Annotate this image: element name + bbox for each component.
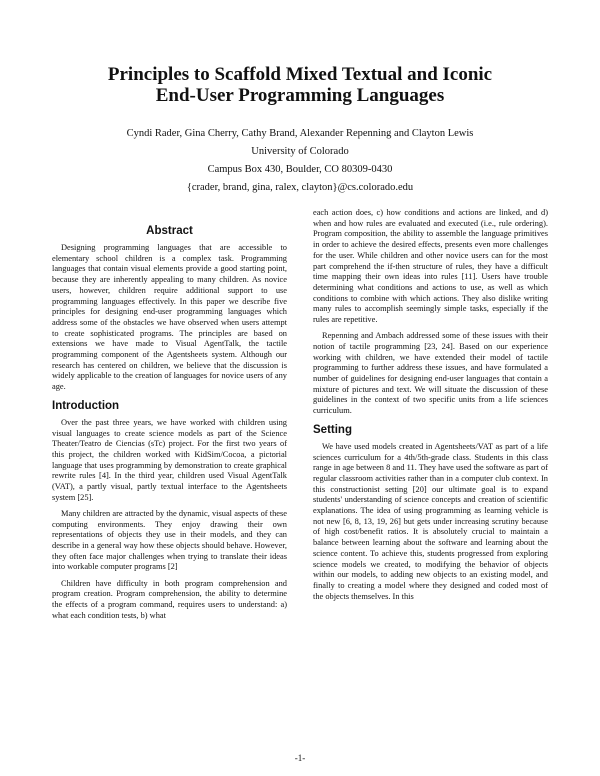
left-column	[52, 218, 287, 627]
address: Campus Box 430, Boulder, CO 80309-0430	[207, 164, 393, 175]
introduction-paragraph-1: Over the past three years, we have worked with children using visual languages to create science models as part of the Science Theater/Teatro de Ciencias (sTc) project. For the first two years of this project, the children worked with KidSim/Cocoa, a pictorial language that uses programming by demonstration to create graphical rewrite rules [4]. In the third year, children used Visual AgentTalk (VAT), a partly visual, partly textual interface to the Agentsheets system [25].	[52, 417, 287, 502]
setting-heading: Setting	[313, 423, 352, 436]
introduction-paragraph-3: Children have difficulty in both program comprehension and program creation. Program comprehension, the ability to determine the effects of a program command, requires users to understand: a) what each condition tests, b) what	[52, 578, 287, 620]
emails: {crader, brand, gina, ralex, clayton}@cs.colorado.edu	[186, 182, 414, 193]
introduction-heading: Introduction	[52, 399, 120, 412]
authors: Cyndi Rader, Gina Cherry, Cathy Brand, Alexander Repenning and Clayton Lewis	[126, 128, 474, 139]
introduction-paragraph-2: Many children are attracted by the dynamic, visual aspects of these computing environments. They enjoy drawing their own representations of objects they use in their models, and they can describe in a general way how these objects should behave. However, they often face major challenges when trying to translate their ideas into workable computer programs [2]	[52, 508, 287, 572]
author-block	[60, 125, 540, 197]
abstract-heading: Abstract	[146, 225, 193, 237]
affiliation: University of Colorado	[251, 146, 349, 157]
page-number: -1-	[294, 753, 306, 763]
title-line-1: Principles to Scaffold Mixed Textual and Iconic	[107, 64, 493, 85]
abstract-paragraph: Designing programming languages that are accessible to elementary school children is a complex task. Programming languages that contain visual elements provide a good starting point, because they are inherently appealing to many children. As novice users, however, children require additional support to use programming languages effectively. In this paper we describe five principles for designing end-user programming languages which address some of the obstacles we have observed when users attempt to create sophisticated programs. The principles are based on extensions we have made to Visual AgentTalk, the tactile programming component of the Agentsheets system. Although our research has centered on children, we believe that the discussion is widely applicable to the creation of languages for novice users of any age.	[52, 243, 287, 392]
introduction-paragraph-3-continued: each action does, c) how conditions and actions are linked, and d) when and how rules are evaluated and executed (i.e., rule ordering). Program composition, the ability to assemble the language primitives in order to achieve the desired effects, presents even more challenges for the user. While children and other novice users can for the most part comprehend the if-then structure of rules, they have a difficult time mapping their own ideas into rules [11]. Users have trouble determining what conditions and actions to use, as well as which conditions to combine with which actions. They also dislike writing many rules to accomplish seemingly simple tasks, especially if the rules are repetitive.	[313, 208, 548, 325]
introduction-paragraph-4: Repenning and Ambach addressed some of these issues with their notion of tactile programming [23, 24]. Based on our experience working with children, we have extended their model of tactile programming to further address these issues, and have formulated a number of guidelines for designing end-user languages that contain a mixture of pictures and text. We will situate the discussion of these guidelines in the context of two specific units from a life sciences curriculum.	[313, 331, 548, 416]
setting-paragraph-1: We have used models created in Agentsheets/VAT as part of a life sciences curriculum for a 4th/5th-grade class. Students in this class range in age between 8 and 11. They have used the software as part of regular classroom activities rather than in a computer club context. In this constructionist setting [20] our ultimate goal is to expand students' understanding of science concepts and creation of scientific explanations. The idea of using programming as learning vehicle is not new [6, 8, 13, 19, 26] but gets under increasing scrutiny because of high cost/benefit ratios. It is absolutely crucial to maintain a balance between learning about the software and learning about the science content. To achieve this, students progressed from exploring science models we created, to modifying the behavior of objects within our models, to adding new objects to an existing model, and finally to creating a model where they designed and coded most of the objects themselves. In this	[313, 441, 548, 601]
right-column	[313, 208, 548, 608]
title-line-2: End-User Programming Languages	[155, 85, 445, 106]
paper-title	[60, 64, 540, 106]
